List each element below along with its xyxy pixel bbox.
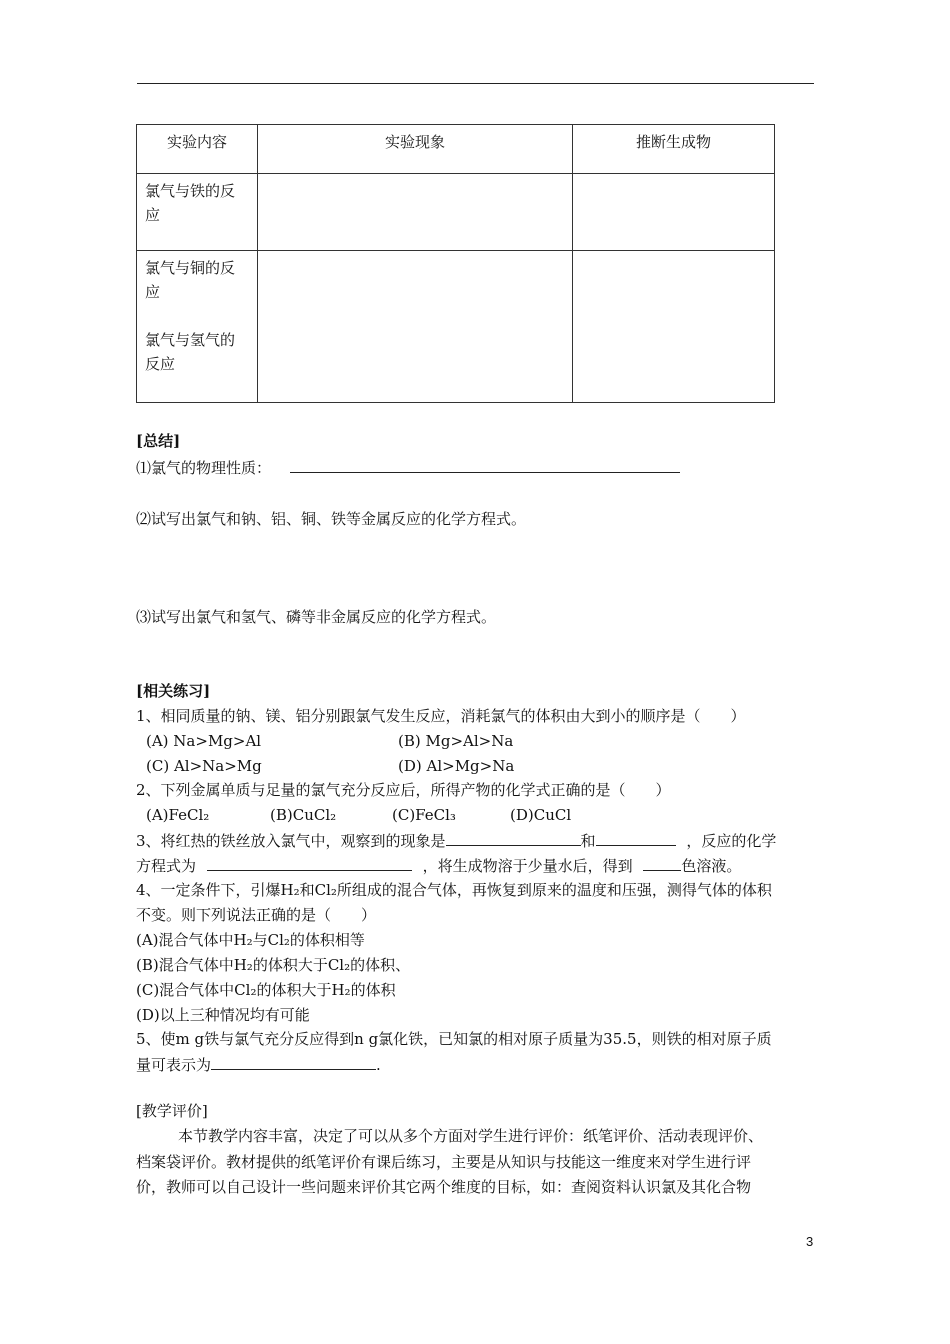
answer-blank[interactable]: [290, 456, 680, 473]
answer-blank[interactable]: [446, 829, 581, 846]
answer-blank[interactable]: [207, 854, 412, 871]
summary-q1: [136, 456, 680, 479]
q2-option-d: (D)CuCl: [510, 806, 572, 824]
table-header-row: [137, 125, 775, 174]
q2-option-c: (C)FeCl₃: [392, 806, 456, 824]
row-copper-phenomenon: [258, 251, 573, 403]
practice-title: [相关练习]: [136, 682, 211, 700]
header-rule: [137, 83, 814, 84]
header-content: 实验内容: [137, 125, 258, 174]
row-iron-phenomenon: [258, 174, 573, 251]
row-iron-product: [573, 174, 775, 251]
header-phenomenon: 实验现象: [258, 125, 573, 174]
practice-q4-cont: 不变。则下列说法正确的是（ ）: [136, 906, 377, 924]
q4-option-c: (C)混合气体中Cl₂的体积大于H₂的体积: [136, 981, 396, 999]
summary-q3: ⑶试写出氯气和氢气、磷等非金属反应的化学方程式。: [136, 608, 497, 626]
q4-option-a: (A)混合气体中H₂与Cl₂的体积相等: [136, 931, 365, 949]
table-row: [137, 251, 775, 403]
row-copper-label: 氯气与铜的反应: [145, 259, 236, 301]
q4-option-d: (D)以上三种情况均有可能: [136, 1006, 310, 1024]
q1-option-a: (A) Na>Mg>Al: [146, 732, 262, 750]
q5-text-1: 量可表示为: [136, 1056, 212, 1074]
q1-option-b: (B) Mg>Al>Na: [398, 732, 514, 750]
row-hydrogen-label: 氯气与氢气的反应: [145, 331, 236, 373]
answer-blank[interactable]: [643, 854, 681, 871]
summary-title: [总结]: [136, 432, 181, 450]
q3-text-1: 3、将红热的铁丝放入氯气中，观察到的现象是: [136, 832, 446, 850]
summary-q1-text: ⑴氯气的物理性质：: [136, 459, 272, 477]
practice-q4: 4、一定条件下，引爆H₂和Cl₂所组成的混合气体，再恢复到原来的温度和压强，测得气体的体积: [136, 881, 772, 899]
page-number: 3: [806, 1234, 814, 1249]
practice-q5-cont: [136, 1053, 381, 1076]
q3-text-5: ，将生成物溶于少量水后，得到: [422, 857, 633, 875]
q3-text-6: 色溶液。: [681, 857, 742, 875]
q2-option-a: (A)FeCl₂: [146, 806, 210, 824]
row-copper-product: [573, 251, 775, 403]
table-row: [137, 174, 775, 251]
q3-text-3: ，反应的化学: [686, 832, 777, 850]
summary-q2: ⑵试写出氯气和钠、铝、铜、铁等金属反应的化学方程式。: [136, 510, 527, 528]
answer-blank[interactable]: [596, 829, 676, 846]
q3-text-2: 和: [580, 832, 596, 850]
row-iron-label: 氯气与铁的反应: [137, 174, 258, 251]
answer-blank[interactable]: [211, 1053, 376, 1070]
evaluation-line-3: 价，教师可以自己设计一些问题来评价其它两个维度的目标，如：查阅资料认识氯及其化合物: [136, 1178, 752, 1196]
q2-option-b: (B)CuCl₂: [270, 806, 337, 824]
q5-text-2: .: [376, 1056, 381, 1074]
q1-option-c: (C) Al>Na>Mg: [146, 757, 262, 775]
q1-option-d: (D) Al>Mg>Na: [398, 757, 515, 775]
practice-q3-cont: [136, 854, 741, 877]
q4-option-b: (B)混合气体中H₂的体积大于Cl₂的体积、: [136, 956, 411, 974]
row-copper-hydrogen-label: [137, 251, 258, 403]
practice-q3: [136, 829, 776, 852]
evaluation-title: [教学评价]: [136, 1102, 208, 1120]
header-product: 推断生成物: [573, 125, 775, 174]
practice-q5: 5、使m g铁与氯气充分反应得到n g氯化铁，已知氯的相对原子质量为35.5，则铁的相对原子质: [136, 1030, 772, 1048]
evaluation-line-1: 本节教学内容丰富，决定了可以从多个方面对学生进行评价：纸笔评价、活动表现评价、: [178, 1127, 764, 1145]
practice-q2: 2、下列金属单质与足量的氯气充分反应后，所得产物的化学式正确的是（ ）: [136, 781, 671, 799]
evaluation-line-2: 档案袋评价。教材提供的纸笔评价有课后练习，主要是从知识与技能这一维度来对学生进行评: [136, 1153, 752, 1171]
practice-q1: 1、相同质量的钠、镁、铝分别跟氯气发生反应，消耗氯气的体积由大到小的顺序是（ ）: [136, 707, 746, 725]
q3-text-4: 方程式为: [136, 857, 197, 875]
experiment-table: [136, 124, 775, 403]
